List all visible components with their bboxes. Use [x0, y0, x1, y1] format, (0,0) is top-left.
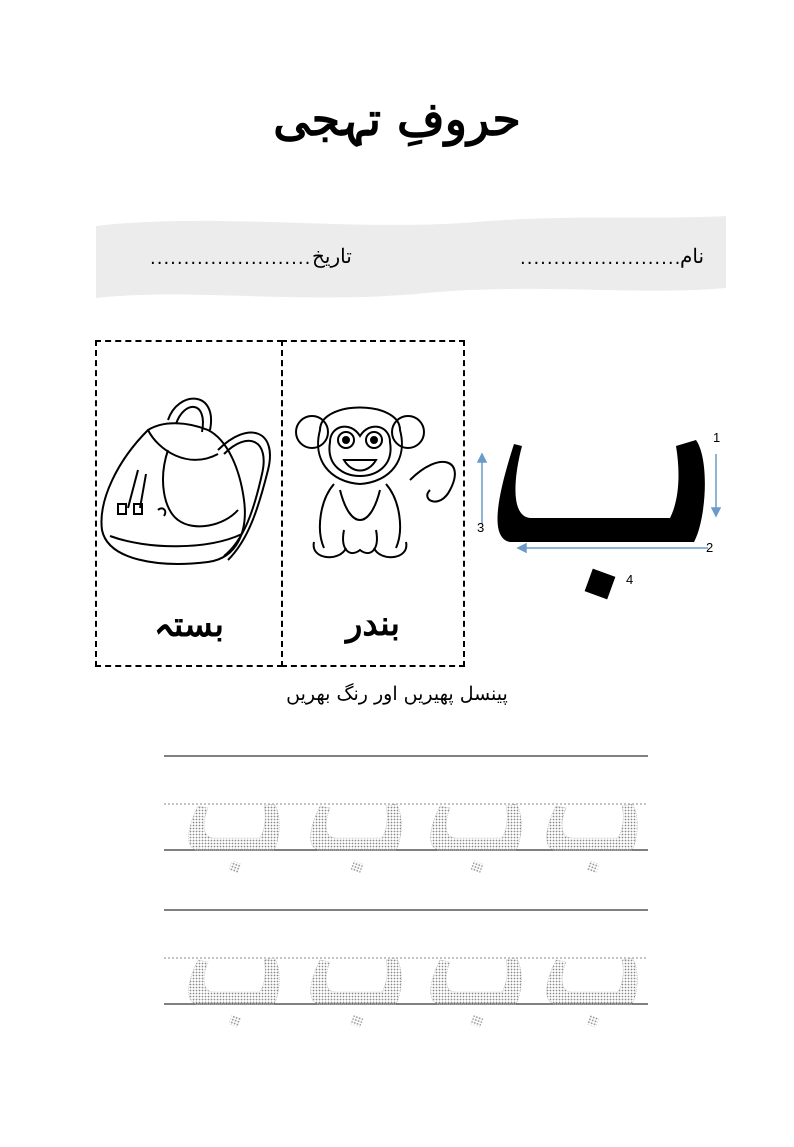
trace-letter-dot — [587, 1015, 600, 1028]
trace-letter-dot — [229, 1015, 242, 1028]
tracing-area[interactable] — [0, 740, 794, 1040]
letter-stroke-diagram — [470, 420, 750, 610]
step-3: 3 — [477, 520, 485, 535]
step-4: 4 — [626, 572, 634, 587]
trace-letter-dot — [351, 861, 364, 874]
page-title: حروفِ تہجی — [273, 92, 521, 146]
trace-letter-1-2[interactable] — [431, 958, 522, 1027]
name-field[interactable]: ........................ — [520, 248, 682, 269]
trace-letter-0-0[interactable] — [189, 804, 280, 873]
date-label: تاریخ — [312, 244, 352, 268]
date-field[interactable]: ........................ — [150, 248, 312, 269]
step-1: 1 — [713, 430, 721, 445]
trace-letter-1-0[interactable] — [189, 958, 280, 1027]
instruction-text: پینسل پھیریں اور رنگ بھریں — [286, 683, 508, 705]
trace-letter-dot — [587, 861, 600, 874]
trace-letter-0-3[interactable] — [547, 804, 638, 873]
name-label: نام — [680, 244, 705, 268]
backpack-image — [98, 390, 280, 570]
trace-letter-dot — [471, 861, 484, 874]
big-letter-dot — [585, 569, 616, 600]
trace-letter-dot — [229, 861, 242, 874]
word-bastah: بستہ — [154, 605, 224, 645]
monkey-image — [290, 390, 460, 570]
trace-letter-dot — [351, 1015, 364, 1028]
big-letter-ba — [498, 440, 705, 542]
step-2: 2 — [706, 540, 714, 555]
word-bandar: بندر — [346, 604, 400, 644]
trace-letter-0-2[interactable] — [431, 804, 522, 873]
trace-letter-1-3[interactable] — [547, 958, 638, 1027]
trace-letter-dot — [471, 1015, 484, 1028]
trace-letter-1-1[interactable] — [311, 958, 402, 1027]
trace-letter-0-1[interactable] — [311, 804, 402, 873]
